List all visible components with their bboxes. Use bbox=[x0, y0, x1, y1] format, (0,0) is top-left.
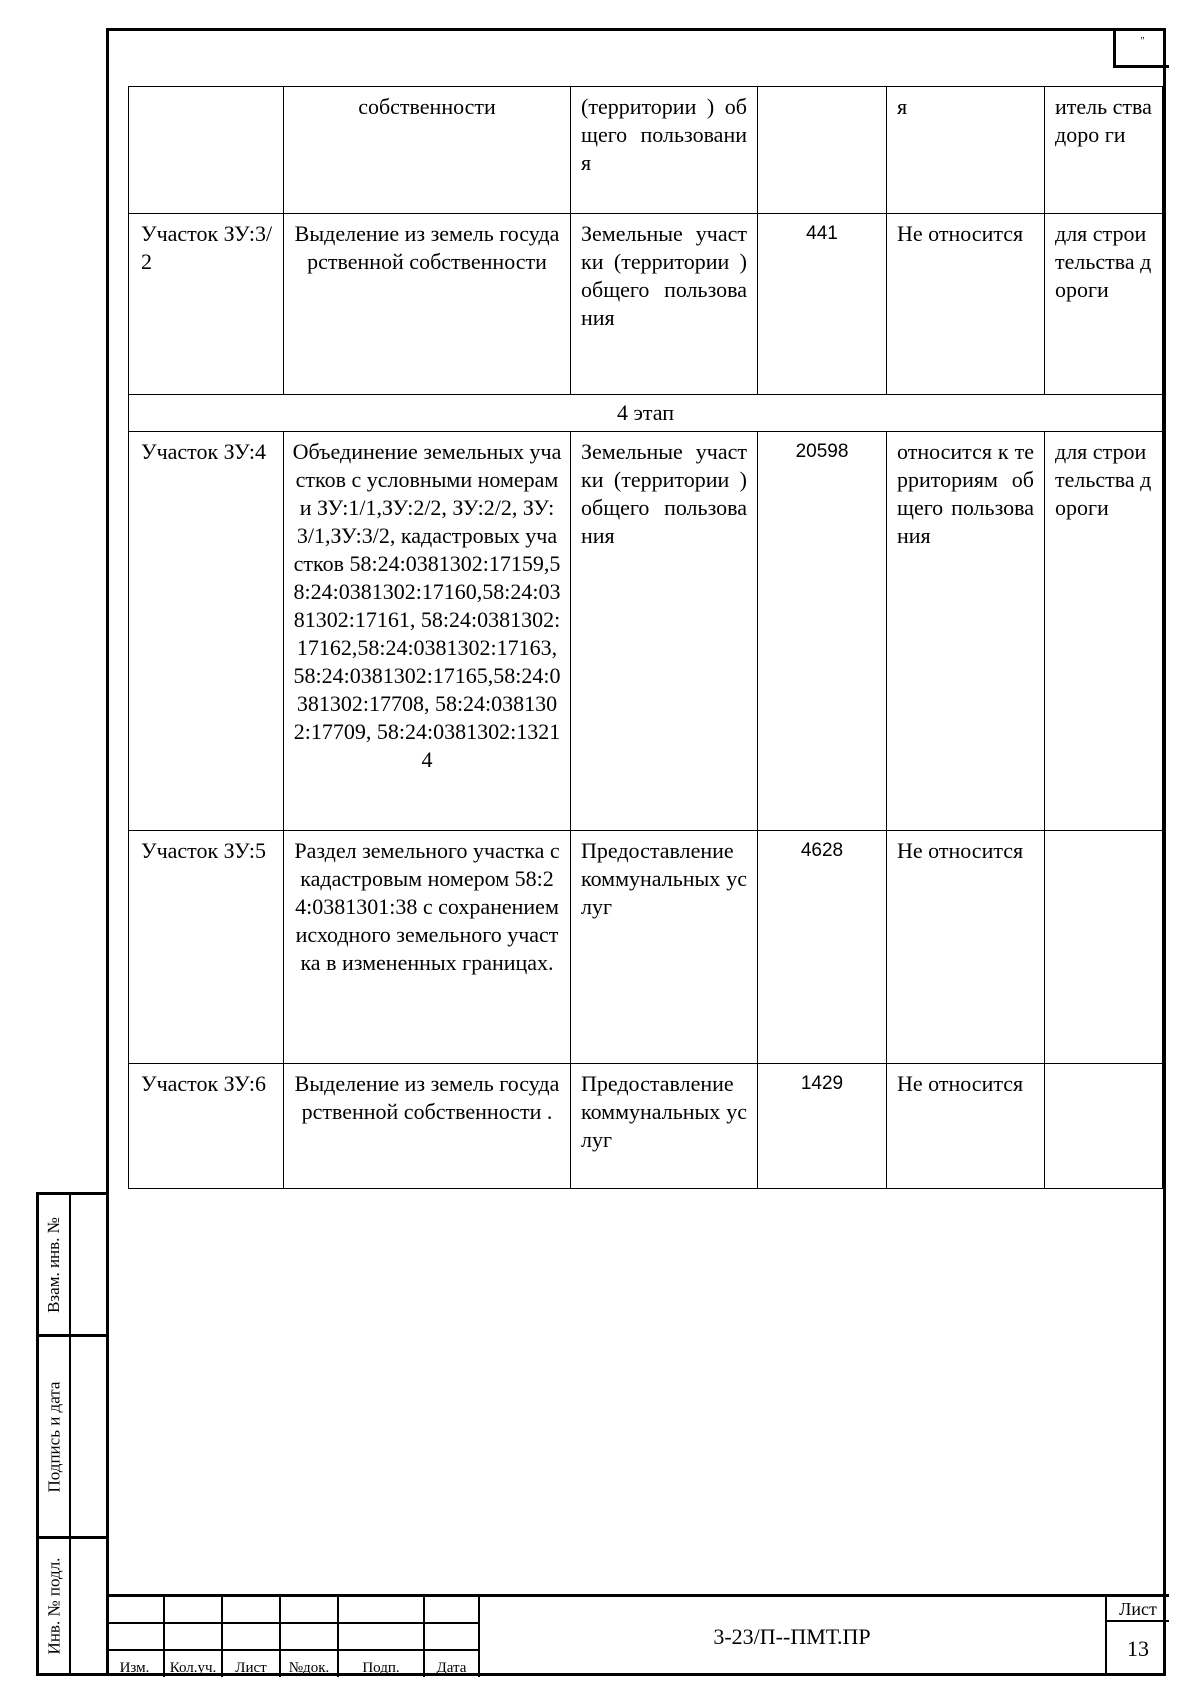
document-code: 3-23/П--ПМТ.ПР bbox=[479, 1597, 1107, 1676]
col-list: Лист bbox=[222, 1650, 280, 1677]
cell-use: для строительства дороги bbox=[1045, 214, 1163, 395]
cell-name: Участок ЗУ:4 bbox=[129, 432, 284, 831]
cell-name: Участок ЗУ:6 bbox=[129, 1064, 284, 1189]
col-ndok: №док. bbox=[280, 1650, 338, 1677]
cell-use: итель ства доро ги bbox=[1045, 87, 1163, 214]
table-row bbox=[129, 214, 1163, 395]
table-row bbox=[129, 831, 1163, 1064]
cell-category: Земельные участки (территории ) общего пользования bbox=[571, 432, 758, 831]
cell-basis: Выделение из земель государственной собственности . bbox=[284, 1064, 571, 1189]
col-kol-uch: Кол.уч. bbox=[164, 1650, 222, 1677]
table-row bbox=[129, 1064, 1163, 1189]
col-podp: Подп. bbox=[338, 1650, 424, 1677]
cell-use bbox=[1045, 831, 1163, 1064]
stage-row bbox=[129, 395, 1163, 432]
cell-category: Земельные участки (территории ) общего пользования bbox=[571, 214, 758, 395]
cell-area: 1429 bbox=[758, 1064, 887, 1189]
col-data: Дата bbox=[424, 1650, 479, 1677]
cell-basis: собственности bbox=[284, 87, 571, 214]
cell-relation: Не относится bbox=[887, 831, 1045, 1064]
side-box-inv bbox=[36, 1536, 106, 1676]
cell-area: 20598 bbox=[758, 432, 887, 831]
cell-relation: Не относится bbox=[887, 214, 1045, 395]
stage-label: 4 этап bbox=[129, 395, 1163, 432]
title-block bbox=[106, 1594, 1169, 1676]
table-row bbox=[129, 432, 1163, 831]
cell-category: Предоставление коммунальных услуг bbox=[571, 1064, 758, 1189]
cell-basis: Раздел земельного участка с кадастровым номером 58:24:0381301:38 с сохранением исходного земельного участка в измененных границах. bbox=[284, 831, 571, 1064]
cell-relation: относится к территориям общего пользования bbox=[887, 432, 1045, 831]
cell-area: 4628 bbox=[758, 831, 887, 1064]
cell-basis: Объединение земельных участков с условными номерами ЗУ:1/1,ЗУ:2/2, ЗУ:2/2, ЗУ:3/1,ЗУ:3/2, кадастровых участков 58:24:0381302:17159,58:24:0381302:17160,58:24:0381302:17161, 58:24:0381302:17162,58:24:0381302:17163,58:24:0381302:17165,58:24:0381302:17708, 58:24:0381302:17709, 58:24:0381302:13214 bbox=[284, 432, 571, 831]
table-row bbox=[129, 87, 1163, 214]
side-label-vzam: Взам. инв. № bbox=[44, 1216, 63, 1313]
cell-area bbox=[758, 87, 887, 214]
cell-category: (территории ) общего пользования bbox=[571, 87, 758, 214]
side-label-inv: Инв. № подл. bbox=[44, 1557, 63, 1655]
cell-basis: Выделение из земель государственной собственности bbox=[284, 214, 571, 395]
land-plots-table bbox=[128, 86, 1163, 1189]
cell-name: Участок ЗУ:3/2 bbox=[129, 214, 284, 395]
sheet-number: 13 bbox=[1127, 1636, 1149, 1661]
cell-name bbox=[129, 87, 284, 214]
cell-relation: я bbox=[887, 87, 1045, 214]
col-izm: Изм. bbox=[106, 1650, 164, 1677]
corner-mark-box bbox=[1113, 28, 1169, 68]
cell-area: 441 bbox=[758, 214, 887, 395]
cell-use bbox=[1045, 1064, 1163, 1189]
cell-category: Предоставление коммунальных услуг bbox=[571, 831, 758, 1064]
side-box-podpis bbox=[36, 1334, 106, 1539]
side-box-vzam bbox=[36, 1192, 106, 1337]
revision-grid bbox=[106, 1597, 480, 1677]
corner-mark: " bbox=[1140, 36, 1145, 47]
cell-relation: Не относится bbox=[887, 1064, 1045, 1189]
sheet-label: Лист bbox=[1107, 1597, 1169, 1622]
cell-use: для строительства дороги bbox=[1045, 432, 1163, 831]
cell-name: Участок ЗУ:5 bbox=[129, 831, 284, 1064]
side-label-podpis: Подпись и дата bbox=[44, 1381, 63, 1492]
